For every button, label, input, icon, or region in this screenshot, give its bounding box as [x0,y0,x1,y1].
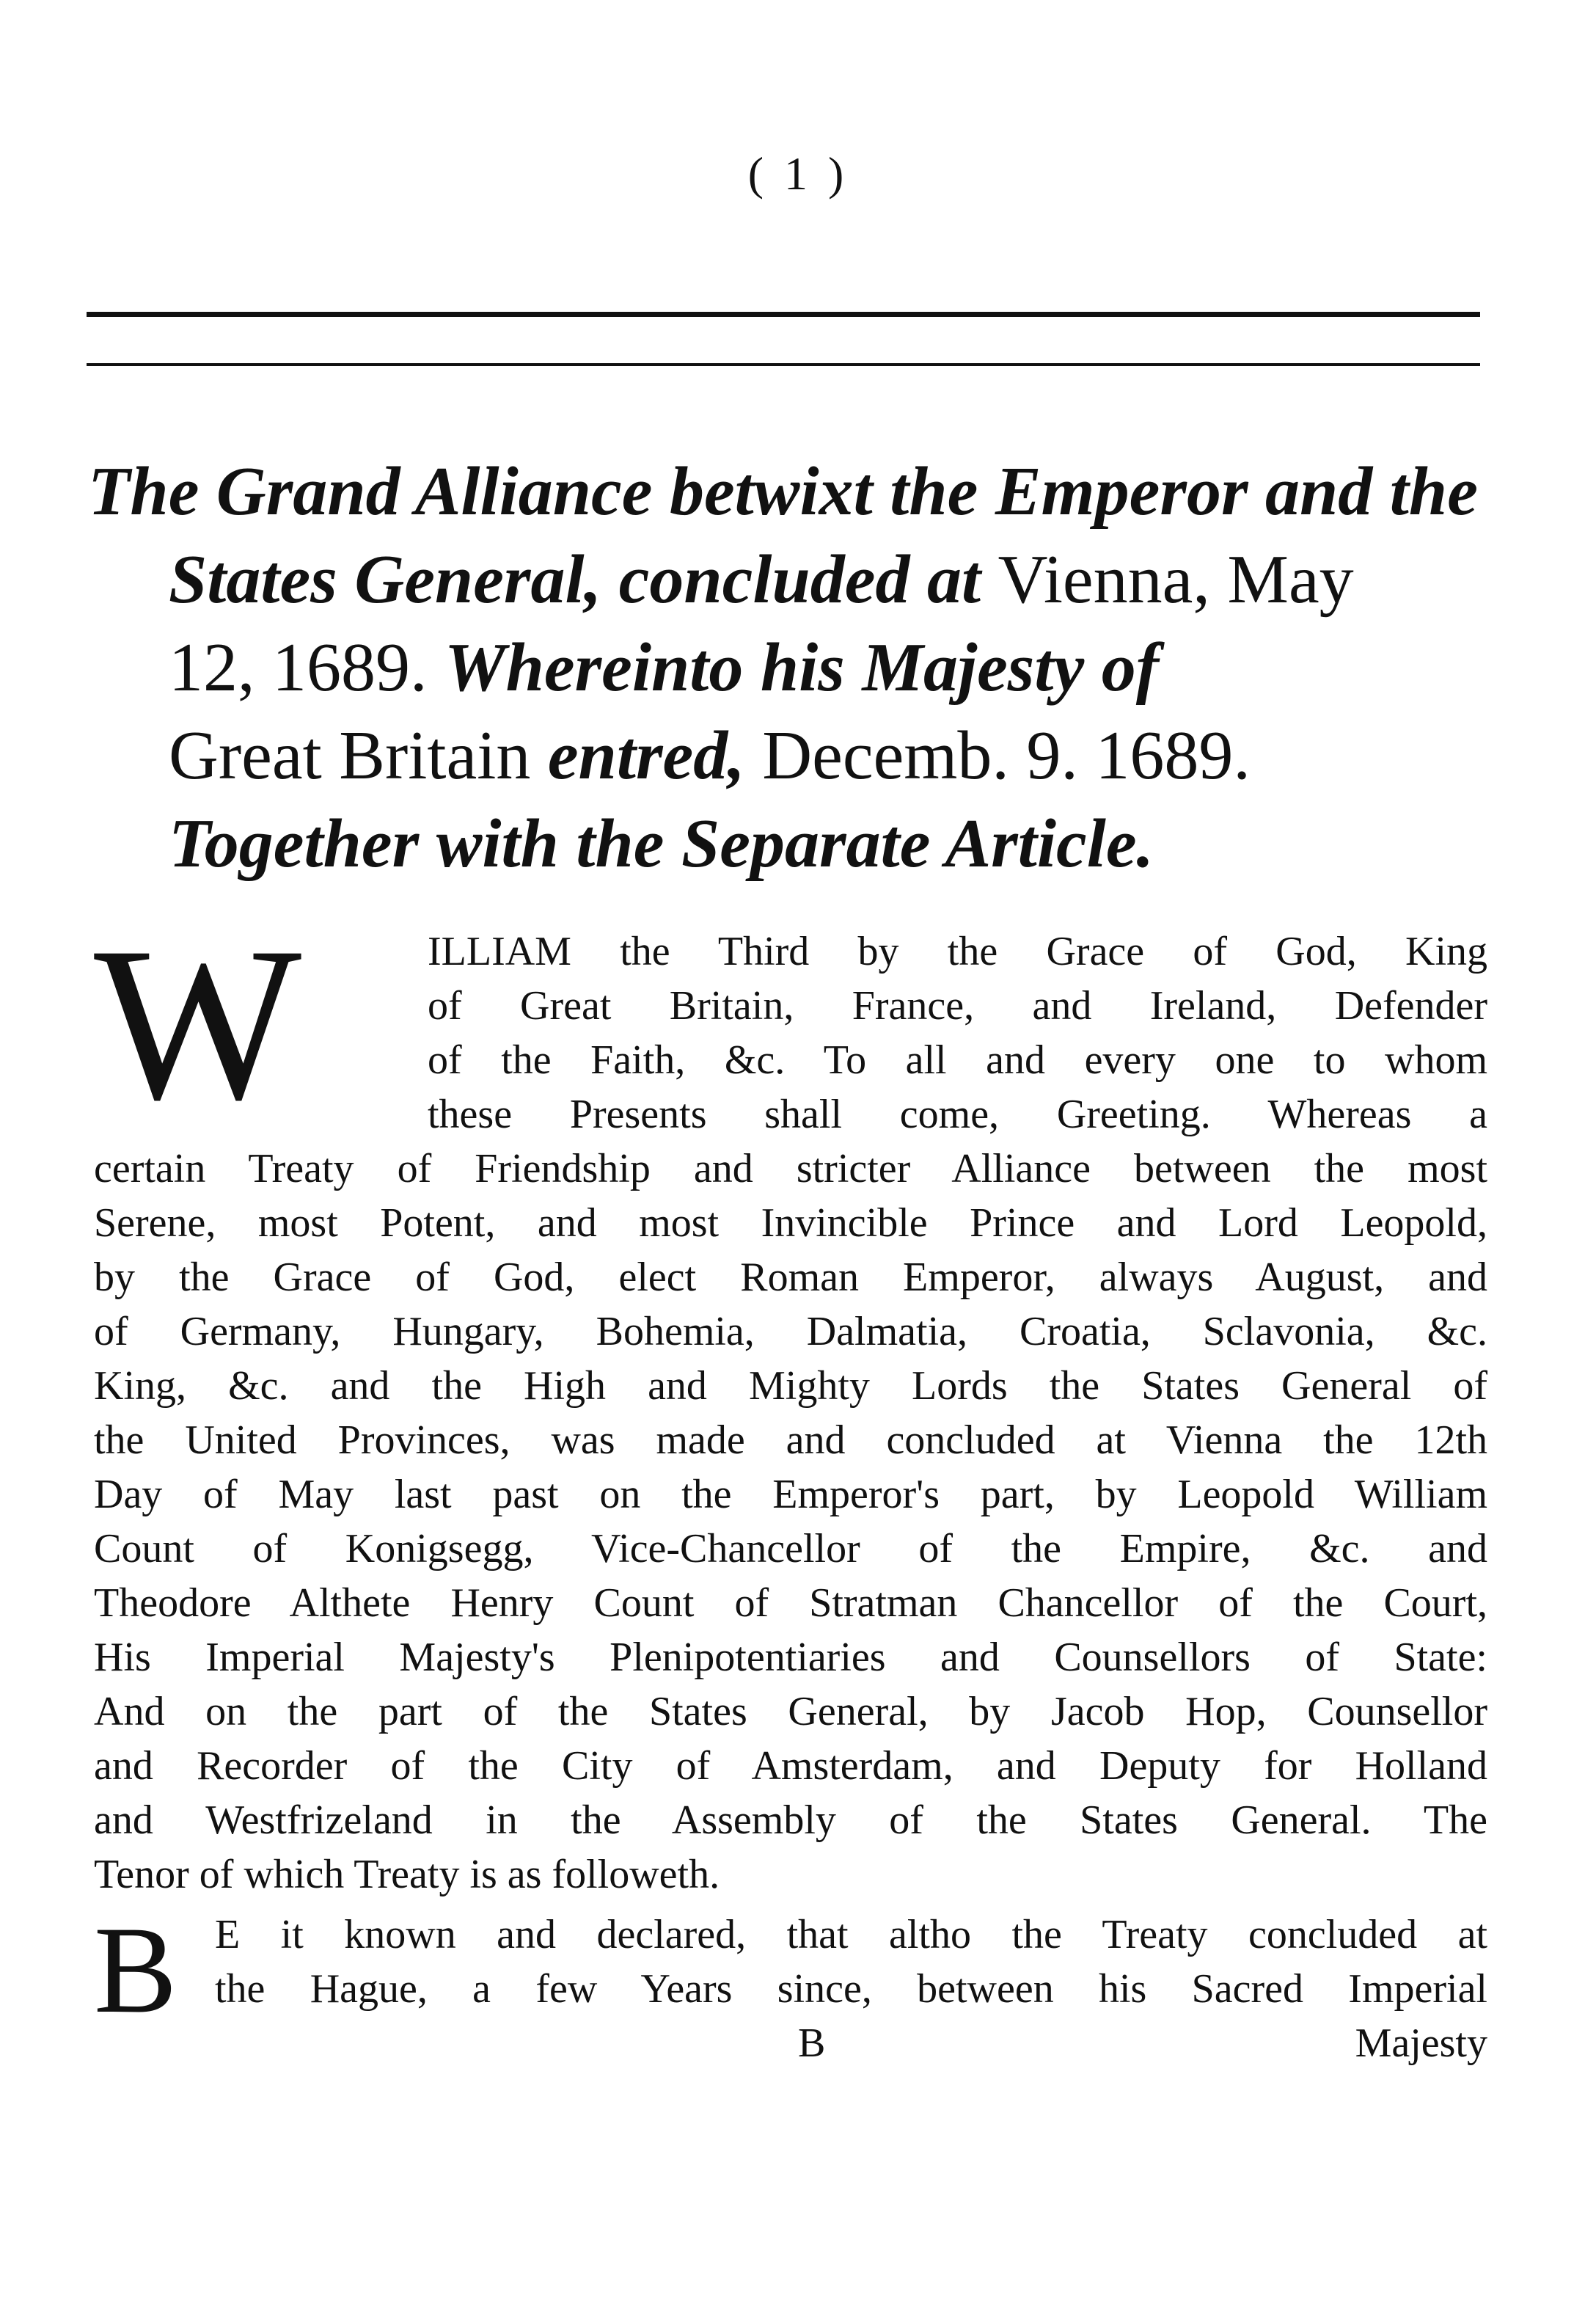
heading-segment: Decemb. 9. 1689. [762,718,1251,794]
text-line: King, &c. and the High and Mighty Lords the States General of [94,1363,1487,1409]
preamble-dropcap: W [94,902,302,1145]
text-line: and Recorder of the City of Amsterdam, and Deputy for Holland [94,1743,1487,1789]
text-line: of the Faith, &c. To all and every one to whom [428,1037,1487,1083]
text-line: Day of May last past on the Emperor's part, by Leopold William [94,1472,1487,1517]
text-line: and Westfrizeland in the Assembly of the States General. The [94,1797,1487,1843]
heading-line [88,624,1482,712]
catchword: Majesty [1355,2020,1487,2066]
heading-segment: Great Britain [169,718,548,794]
signature-mark: B [798,2020,826,2066]
heading-segment: entred, [547,718,763,794]
preamble-paragraph [94,924,1487,1902]
text-line: of Great Britain, France, and Ireland, Defender [428,983,1487,1029]
text-line: ILLIAM the Third by the Grace of God, King [428,929,1487,974]
heading-line: The Grand Alliance betwixt the Emperor and the [88,453,1478,530]
heading-segment: 12, 1689. [169,629,444,706]
top-rule [87,312,1480,317]
bottom-rule [87,363,1480,366]
heading-line [88,536,1482,624]
text-line: Count of Konigsegg, Vice-Chancellor of the Empire, &c. and [94,1526,1487,1571]
heading-line: Together with the Separate Article. [169,806,1154,882]
heading-segment: States General, concluded at [169,541,998,618]
article-dropcap: B [94,1901,177,2039]
text-line: the United Provinces, was made and concluded at Vienna the 12th [94,1417,1487,1463]
text-line: these Presents shall come, Greeting. Whereas a [428,1092,1487,1137]
text-line: Theodore Althete Henry Count of Stratman Chancellor of the Court, [94,1580,1487,1626]
document-heading [88,448,1482,888]
text-line: of Germany, Hungary, Bohemia, Dalmatia, Croatia, Sclavonia, &c. [94,1309,1487,1354]
page-number: ( 1 ) [747,147,849,200]
heading-segment: Vienna, May [997,541,1354,618]
article-paragraph [94,1907,1487,2016]
text-line: the Hague, a few Years since, between his Sacred Imperial [215,1966,1487,2012]
text-line: His Imperial Majesty's Plenipotentiaries and Counsellors of State: [94,1635,1487,1680]
heading-segment: Whereinto his Majesty of [444,629,1160,706]
text-line: E it known and declared, that altho the Treaty concluded at [215,1912,1487,1957]
heading-line [88,712,1482,800]
text-line: And on the part of the States General, by Jacob Hop, Counsellor [94,1689,1487,1734]
text-line: by the Grace of God, elect Roman Emperor, always August, and [94,1255,1487,1300]
text-line: certain Treaty of Friendship and stricter Alliance between the most [94,1146,1487,1191]
text-line: Serene, most Potent, and most Invincible Prince and Lord Leopold, [94,1200,1487,1246]
text-line: Tenor of which Treaty is as followeth. [94,1852,720,1897]
